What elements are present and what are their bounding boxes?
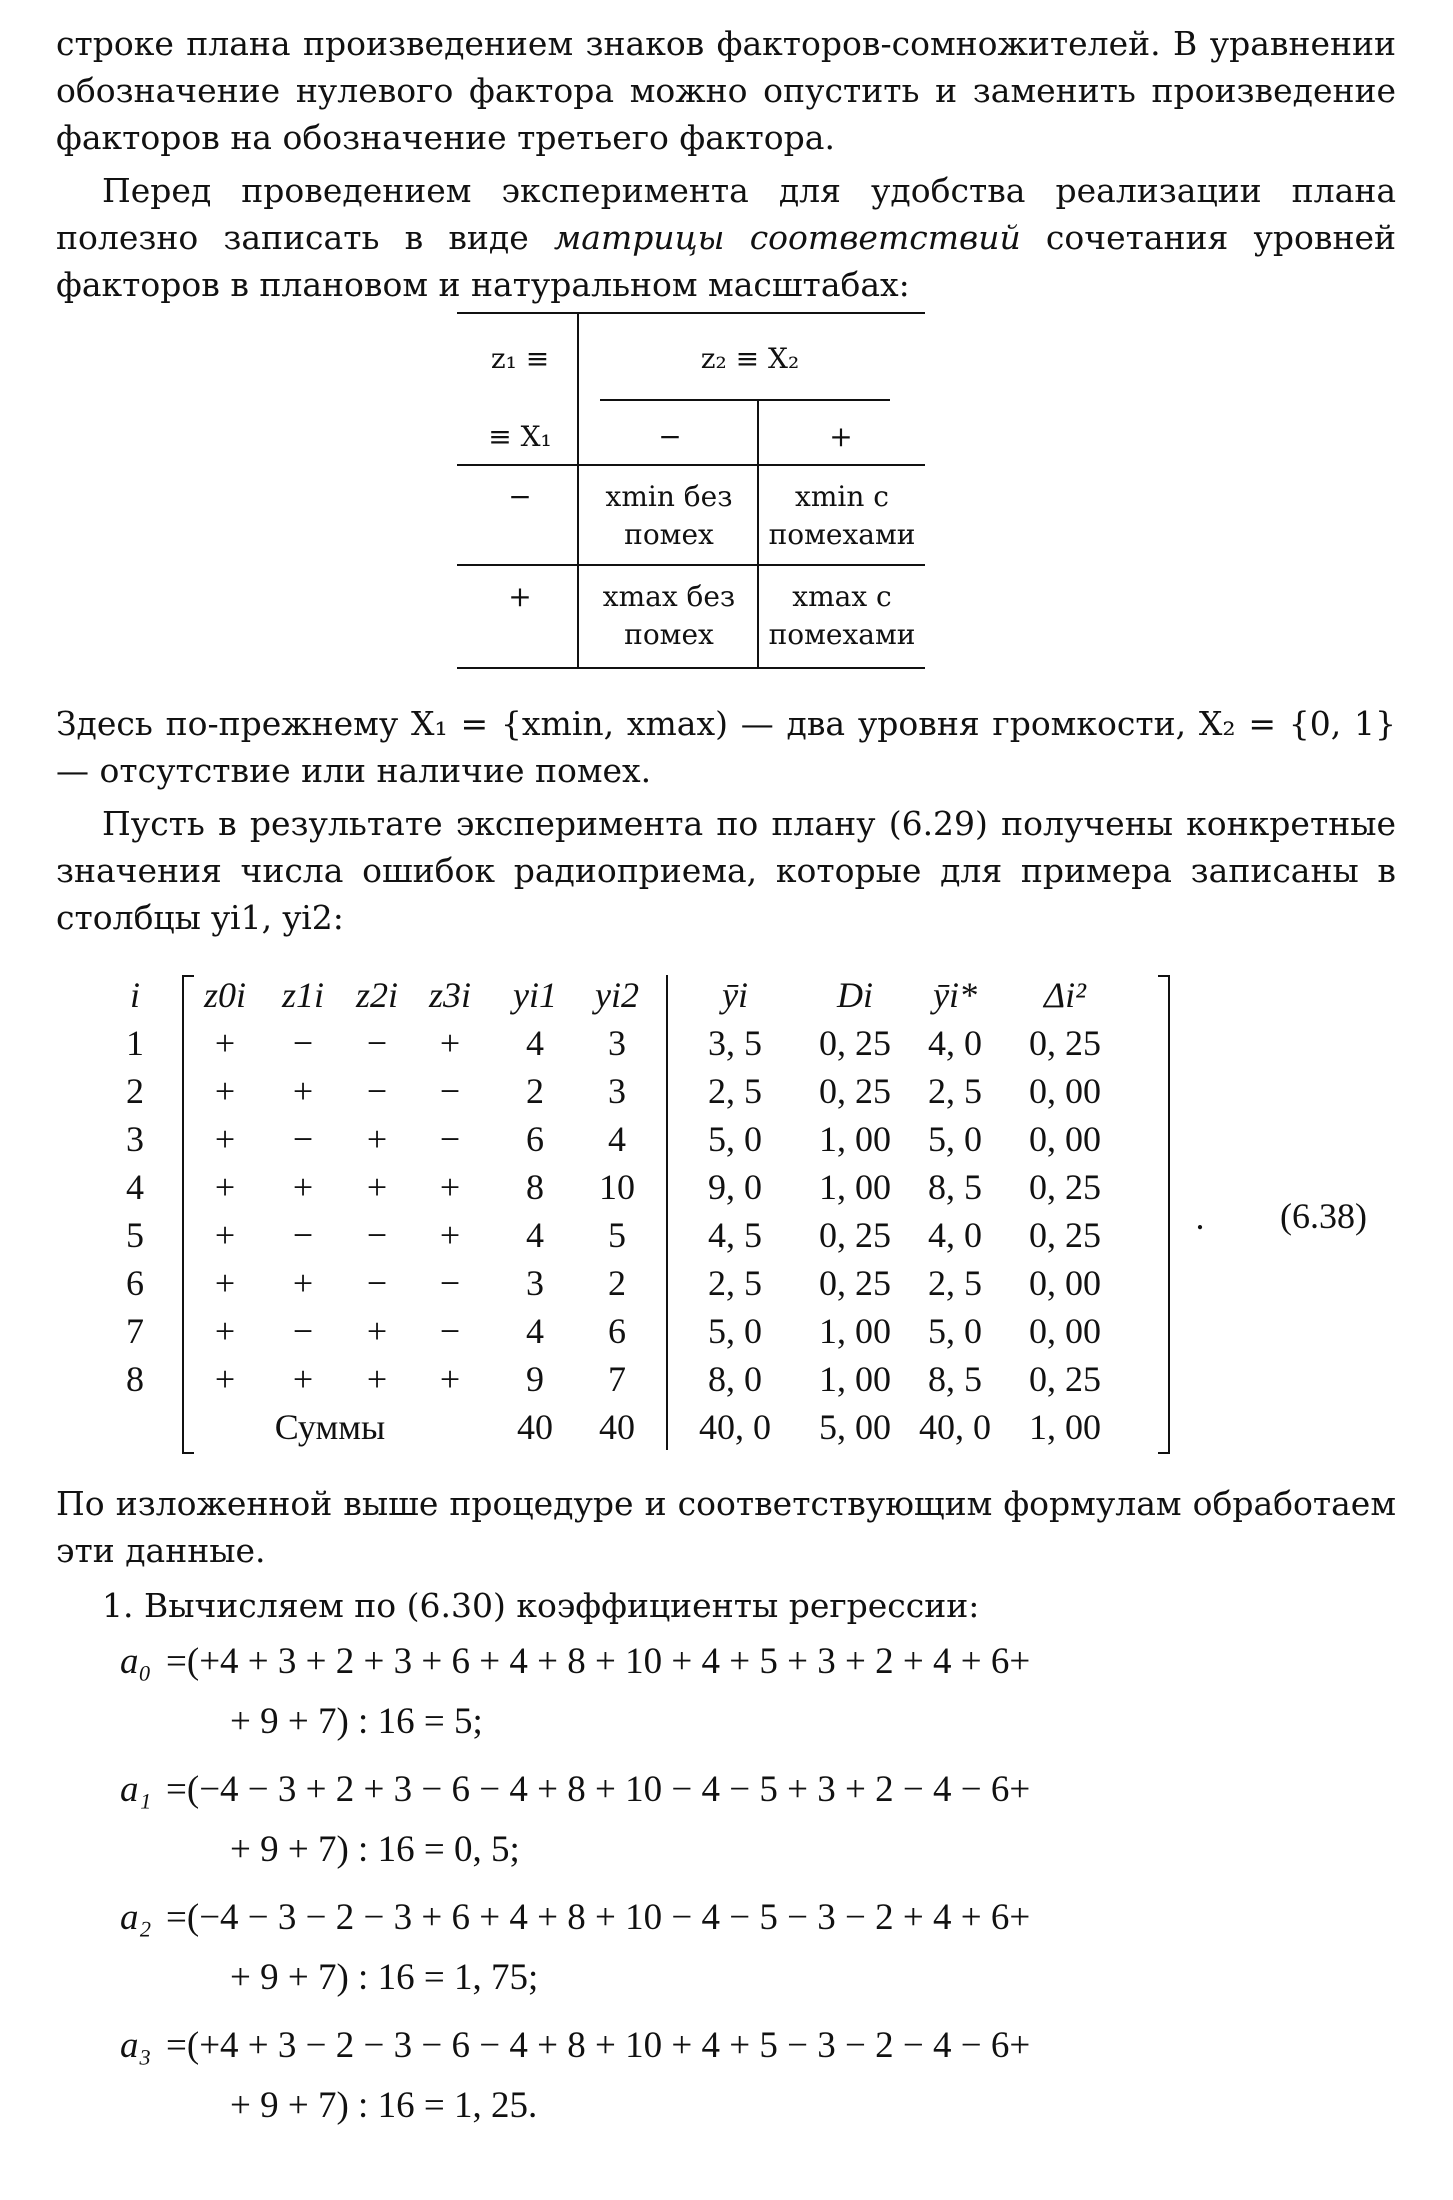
formula-lhs-2: a₂ [120, 1897, 152, 1938]
table-header-x1: ≡ X₁ [488, 420, 552, 453]
matrix-cell-r4-c1: + [214, 1167, 236, 1207]
matrix-header-9: ȳi* [933, 975, 977, 1015]
matrix-cell-r8-c1: + [214, 1359, 236, 1399]
formula-line1-3: =(+4 + 3 − 2 − 3 − 6 − 4 + 8 + 10 + 4 + 5 − 3 − 2 − 4 − 6+ [166, 2025, 1031, 2066]
matrix-cell-r2-c4: − [439, 1071, 461, 1111]
table-row-plus: + [508, 580, 532, 613]
matrix-header-0: i [129, 975, 140, 1015]
document-page-mid [56, 700, 1396, 941]
matrix-cell-r3-c2: − [292, 1119, 314, 1159]
formula-lhs-1: a₁ [120, 1769, 152, 1810]
matrix-cell-r4-c7: 9, 0 [708, 1167, 762, 1207]
cell-max-no-noise: xmax без помех [602, 580, 736, 651]
matrix-cell-r3-c4: − [439, 1119, 461, 1159]
matrix-header-10: Δi² [1044, 975, 1086, 1015]
matrix-cell-r4-c9: 8, 5 [928, 1167, 982, 1207]
matrix-cell-r2-c7: 2, 5 [708, 1071, 762, 1111]
paragraph-2-emphasis: матрицы соответствий [553, 218, 1021, 257]
matrix-cell-r6-c6: 2 [608, 1263, 626, 1303]
matrix-cell-r7-c0: 7 [126, 1311, 144, 1351]
cell-min-no-noise: xmin без помех [605, 480, 733, 551]
matrix-header-4: z3i [428, 975, 471, 1015]
paragraph-5: По изложенной выше процедуре и соответствующим формулам обработаем эти данные. [56, 1484, 1396, 1570]
matrix-sum-0: 40 [517, 1407, 553, 1447]
matrix-cell-r2-c2: + [292, 1071, 314, 1111]
matrix-cell-r7-c8: 1, 00 [819, 1311, 891, 1351]
matrix-cell-r1-c2: − [292, 1023, 314, 1063]
matrix-cell-r4-c5: 8 [526, 1167, 544, 1207]
matrix-cell-r7-c9: 5, 0 [928, 1311, 982, 1351]
matrix-cell-r5-c0: 5 [126, 1215, 144, 1255]
formula-lhs-0: a₀ [120, 1641, 152, 1682]
matrix-cell-r3-c9: 5, 0 [928, 1119, 982, 1159]
matrix-period: . [1195, 1197, 1205, 1237]
matrix-cell-r1-c0: 1 [126, 1023, 144, 1063]
paragraph-4: Пусть в результате эксперимента по плану (6.29) получены конкретные значения числа ошибок радиоприема, которые для примера записаны в столбцы yi1, yi2: [56, 804, 1396, 937]
formula-line2-3: + 9 + 7) : 16 = 1, 25. [230, 2085, 538, 2126]
matrix-cell-r3-c1: + [214, 1119, 236, 1159]
matrix-cell-r1-c9: 4, 0 [928, 1023, 982, 1063]
matrix-cell-r8-c5: 9 [526, 1359, 544, 1399]
matrix-cell-r5-c10: 0, 25 [1029, 1215, 1101, 1255]
matrix-cell-r4-c3: + [366, 1167, 388, 1207]
matrix-cell-r3-c8: 1, 00 [819, 1119, 891, 1159]
cell-min-noise: xmin с помехами [768, 480, 916, 551]
matrix-cell-r5-c1: + [214, 1215, 236, 1255]
matrix-cell-r8-c9: 8, 5 [928, 1359, 982, 1399]
matrix-cell-r6-c2: + [292, 1263, 314, 1303]
matrix-cell-r2-c8: 0, 25 [819, 1071, 891, 1111]
matrix-cell-r2-c10: 0, 00 [1029, 1071, 1101, 1111]
matrix-cell-r1-c6: 3 [608, 1023, 626, 1063]
matrix-cell-r6-c3: − [366, 1263, 388, 1303]
matrix-cell-r6-c0: 6 [126, 1263, 144, 1303]
matrix-cell-r8-c10: 0, 25 [1029, 1359, 1101, 1399]
matrix-cell-r2-c1: + [214, 1071, 236, 1111]
formula-line2-1: + 9 + 7) : 16 = 0, 5; [230, 1829, 520, 1870]
matrix-cell-r5-c7: 4, 5 [708, 1215, 762, 1255]
matrix-cell-r1-c8: 0, 25 [819, 1023, 891, 1063]
matrix-cell-r1-c4: + [439, 1023, 461, 1063]
formula-line1-1: =(−4 − 3 + 2 + 3 − 6 − 4 + 8 + 10 − 4 − 5 + 3 + 2 − 4 − 6+ [166, 1769, 1031, 1810]
matrix-cell-r5-c6: 5 [608, 1215, 626, 1255]
formula-lhs-3: a₃ [120, 2025, 152, 2066]
matrix-cell-r1-c7: 3, 5 [708, 1023, 762, 1063]
formula-line1-0: =(+4 + 3 + 2 + 3 + 6 + 4 + 8 + 10 + 4 + 5 + 3 + 2 + 4 + 6+ [166, 1641, 1031, 1682]
paragraph-2-text-a: Перед проведением эксперимента для удобства реализации плана полезно записать в виде [56, 171, 1396, 257]
matrix-cell-r7-c1: + [214, 1311, 236, 1351]
matrix-cell-r8-c6: 7 [608, 1359, 626, 1399]
matrix-cell-r3-c5: 6 [526, 1119, 544, 1159]
matrix-sum-1: 40 [599, 1407, 635, 1447]
matrix-cell-r7-c5: 4 [526, 1311, 544, 1351]
matrix-sum-label: Суммы [274, 1407, 386, 1447]
matrix-cell-r5-c4: + [439, 1215, 461, 1255]
matrix-cell-r2-c5: 2 [526, 1071, 544, 1111]
matrix-cell-r5-c8: 0, 25 [819, 1215, 891, 1255]
paragraph-2-text-b: сочетания уровней факторов в плановом и натуральном масштабах: [56, 218, 1397, 304]
matrix-cell-r5-c5: 4 [526, 1215, 544, 1255]
matrix-header-8: Di [837, 975, 873, 1015]
matrix-cell-r6-c4: − [439, 1263, 461, 1303]
paragraph-6: 1. Вычисляем по (6.30) коэффициенты регрессии: [102, 1586, 980, 1625]
matrix-cell-r1-c3: − [366, 1023, 388, 1063]
matrix-cell-r5-c2: − [292, 1215, 314, 1255]
matrix-cell-r4-c0: 4 [126, 1167, 144, 1207]
matrix-cell-r4-c4: + [439, 1167, 461, 1207]
matrix-cell-r4-c2: + [292, 1167, 314, 1207]
matrix-header-1: z0i [203, 975, 246, 1015]
matrix-cell-r7-c3: + [366, 1311, 388, 1351]
formula-line2-0: + 9 + 7) : 16 = 5; [230, 1701, 483, 1742]
matrix-cell-r3-c0: 3 [126, 1119, 144, 1159]
table-header-z2: z₂ ≡ X₂ [700, 342, 800, 375]
matrix-cell-r4-c6: 10 [599, 1167, 635, 1207]
matrix-header-5: yi1 [513, 975, 557, 1015]
matrix-cell-r6-c7: 2, 5 [708, 1263, 762, 1303]
paragraph-1: строке плана произведением знаков факторов-сомножителей. В уравнении обозначение нулевого фактора можно опустить и заменить произведение факторов на обозначение третьего фактора. [56, 24, 1396, 157]
table-row-minus: − [508, 480, 532, 513]
matrix-cell-r8-c4: + [439, 1359, 461, 1399]
matrix-cell-r7-c2: − [292, 1311, 314, 1351]
matrix-cell-r7-c7: 5, 0 [708, 1311, 762, 1351]
matrix-cell-r3-c3: + [366, 1119, 388, 1159]
matrix-cell-r5-c9: 4, 0 [928, 1215, 982, 1255]
matrix-cell-r7-c10: 0, 00 [1029, 1311, 1101, 1351]
matrix-cell-r8-c0: 8 [126, 1359, 144, 1399]
table-col-plus: + [829, 420, 853, 453]
matrix-cell-r7-c4: − [439, 1311, 461, 1351]
matrix-cell-r5-c3: − [366, 1215, 388, 1255]
formula-line2-2: + 9 + 7) : 16 = 1, 75; [230, 1957, 539, 1998]
paragraph-2 [56, 167, 1396, 308]
matrix-cell-r8-c3: + [366, 1359, 388, 1399]
matrix-cell-r6-c10: 0, 00 [1029, 1263, 1101, 1303]
table-header-z1: z₁ ≡ [490, 342, 550, 375]
matrix-cell-r3-c10: 0, 00 [1029, 1119, 1101, 1159]
cell-max-noise: xmax с помехами [768, 580, 916, 651]
matrix-cell-r6-c1: + [214, 1263, 236, 1303]
matrix-cell-r2-c9: 2, 5 [928, 1071, 982, 1111]
matrix-cell-r8-c7: 8, 0 [708, 1359, 762, 1399]
matrix-sum-2: 40, 0 [699, 1407, 771, 1447]
matrix-cell-r2-c6: 3 [608, 1071, 626, 1111]
matrix-cell-r1-c10: 0, 25 [1029, 1023, 1101, 1063]
matrix-header-3: z2i [355, 975, 398, 1015]
matrix-header-2: z1i [281, 975, 324, 1015]
matrix-cell-r7-c6: 6 [608, 1311, 626, 1351]
matrix-cell-r8-c2: + [292, 1359, 314, 1399]
matrix-header-6: yi2 [595, 975, 639, 1015]
matrix-cell-r8-c8: 1, 00 [819, 1359, 891, 1399]
document-page [56, 20, 1396, 308]
matrix-cell-r1-c5: 4 [526, 1023, 544, 1063]
paragraph-3: Здесь по-прежнему X₁ = {xmin, xmax) — два уровня громкости, X₂ = {0, 1} — отсутствие или наличие помех. [56, 704, 1396, 790]
matrix-cell-r2-c3: − [366, 1071, 388, 1111]
matrix-cell-r6-c8: 0, 25 [819, 1263, 891, 1303]
correspondence-table [405, 312, 925, 669]
matrix-cell-r3-c7: 5, 0 [708, 1119, 762, 1159]
matrix-cell-r6-c9: 2, 5 [928, 1263, 982, 1303]
table-col-minus: − [658, 420, 682, 453]
matrix-cell-r6-c5: 3 [526, 1263, 544, 1303]
matrix-sum-5: 1, 00 [1029, 1407, 1101, 1447]
data-matrix [110, 965, 1410, 1465]
matrix-sum-3: 5, 00 [819, 1407, 891, 1447]
matrix-header-7: ȳi [722, 975, 748, 1015]
matrix-cell-r3-c6: 4 [608, 1119, 626, 1159]
matrix-cell-r1-c1: + [214, 1023, 236, 1063]
matrix-cell-r4-c10: 0, 25 [1029, 1167, 1101, 1207]
matrix-sum-4: 40, 0 [919, 1407, 991, 1447]
document-page-lower [56, 1480, 1396, 1629]
matrix-cell-r2-c0: 2 [126, 1071, 144, 1111]
equation-number: (6.38) [1280, 1196, 1367, 1236]
formula-line1-2: =(−4 − 3 − 2 − 3 + 6 + 4 + 8 + 10 − 4 − 5 − 3 − 2 + 4 + 6+ [166, 1897, 1031, 1938]
matrix-cell-r4-c8: 1, 00 [819, 1167, 891, 1207]
